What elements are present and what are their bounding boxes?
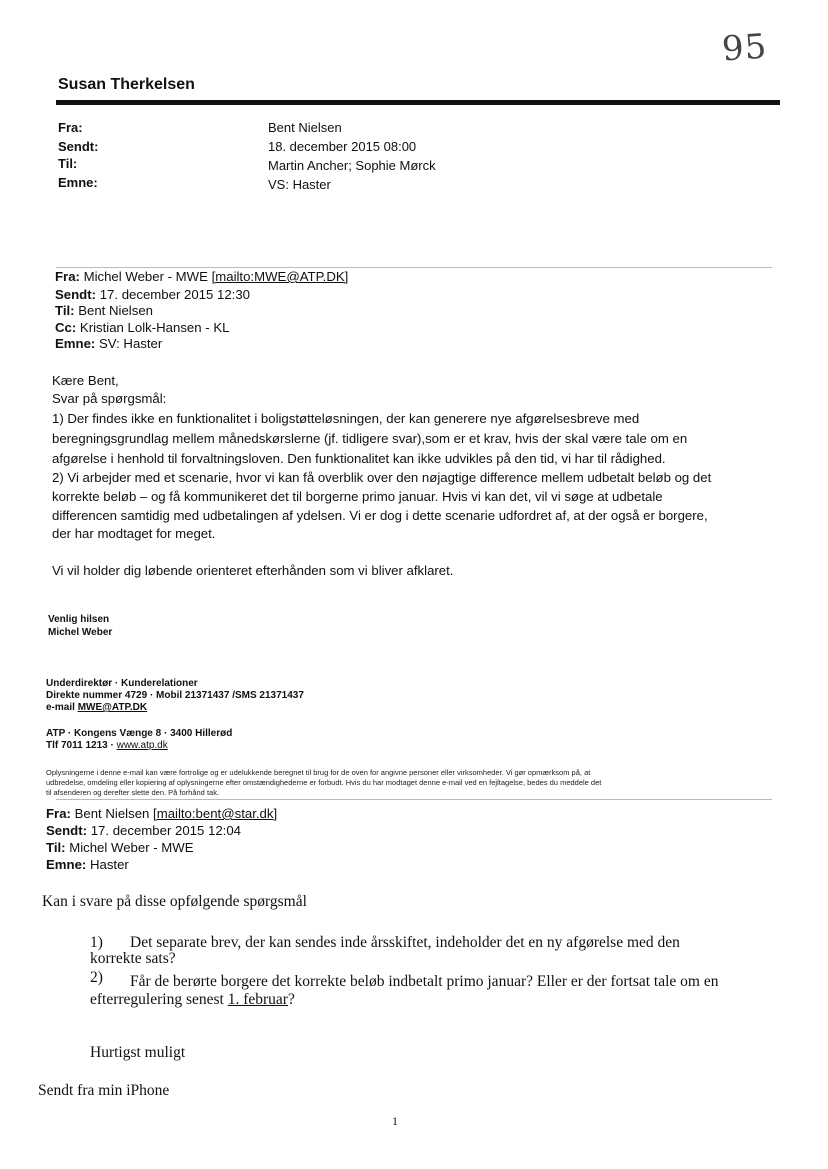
signature-phone: Direkte nummer 4729 · Mobil 21371437 /SMS 21371437 [46,690,304,701]
quoted2-from-label: Fra: [46,806,71,821]
date-link[interactable]: 1. februar [227,991,288,1008]
quote-divider [56,799,772,800]
quoted1-subject-value: SV: Haster [98,336,163,351]
quoted1-to-value: Bent Nielsen [78,303,153,318]
disclaimer-line: udbredelse, omdeling eller kopiering af oplysningerne efter omstændighederne er forbudt. Hvis du har modtaget denne e-mail ved en fejltagelse, bedes du meddele det [46,778,602,787]
to-label: Til: [58,156,78,171]
body-line: korrekte beløb – og få kommunikeret det til borgerne primo januar. Hvis vi kan det, vil vi søge at udbetale [52,489,663,504]
quoted2-sent-label: Sendt: [46,823,88,838]
sent-from-line: Sendt fra min iPhone [38,1082,170,1099]
quoted2-subject [46,857,129,872]
quoted2-from [46,806,277,821]
question-2-line [90,991,295,1009]
subject-value: VS: Haster [268,177,331,192]
sent-label: Sendt: [58,139,99,154]
question-2-number: 2) [90,969,103,986]
from-value: Bent Nielsen [268,120,342,135]
signature-address: ATP · Kongens Vænge 8 · 3400 Hillerød [46,728,233,739]
quoted1-to [55,303,153,318]
signature-name: Michel Weber [48,627,113,638]
signature-email-prefix: e-mail [46,702,78,713]
body-line: der har modtaget for meget. [52,526,216,541]
body-line: 2) Vi arbejder med et scenarie, hvor vi kan få overblik over den nøjagtige difference mellem udbetalt beløb og det [52,470,712,485]
quoted1-cc-value: Kristian Lolk-Hansen - KL [79,320,230,335]
urgency-line: Hurtigst muligt [90,1044,186,1061]
quoted1-cc [55,320,229,335]
quoted2-sent-value: 17. december 2015 12:04 [90,823,242,838]
signature-tel-line [46,740,168,751]
quote-divider [56,267,772,268]
quoted2-to [46,840,194,855]
quoted2-from-value: Bent Nielsen [74,806,150,821]
question-1-line: korrekte sats? [90,950,176,967]
body-line: Kære Bent, [52,373,119,388]
quoted1-subject [55,336,162,351]
quoted2-to-value: Michel Weber - MWE [69,840,194,855]
signature-greeting: Venlig hilsen [48,614,110,625]
quoted1-cc-label: Cc: [55,320,77,335]
quoted1-mailto-link[interactable]: [mailto:MWE@ATP.DK] [211,269,349,284]
subject-label: Emne: [58,175,98,190]
quoted2-subject-value: Haster [89,857,129,872]
body-line: beregningsgrundlag mellem månedskørslerne (jf. tidligere svar),som er et krav, hvis der skal være tale om en [52,431,688,446]
to-value: Martin Ancher; Sophie Mørck [268,158,436,173]
signature-email-line [46,702,147,713]
quoted1-to-label: Til: [55,303,75,318]
question-1-number: 1) [90,934,103,951]
mailbox-owner-name: Susan Therkelsen [58,76,195,93]
disclaimer-line: Oplysningerne i denne e-mail kan være fortrolige og er udelukkende beregnet til brug for de oven for angivne personer eller virksomheder. Vi gør opmærksom på, at [46,768,591,777]
quoted1-sent-value: 17. december 2015 12:30 [99,287,251,302]
original-intro: Kan i svare på disse opfølgende spørgsmål [42,893,307,910]
body-line: afgørelse i henhold til forvaltningsloven. Den funktionalitet kan ikke udvikles på den tid, vi har til rådighed. [52,451,666,466]
quoted1-subject-label: Emne: [55,336,96,351]
quoted2-to-label: Til: [46,840,66,855]
quoted2-mailto-link[interactable]: [mailto:bent@star.dk] [153,806,278,821]
question-2-line: Får de berørte borgere det korrekte beløb indbetalt primo januar? Eller er der fortsat tale om en [130,973,719,990]
quoted1-sent-label: Sendt: [55,287,97,302]
signature-tel-prefix: Tlf 7011 1213 · [46,740,117,751]
quoted2-subject-label: Emne: [46,857,87,872]
signature-title: Underdirektør · Kunderelationer [46,678,198,689]
quoted2-sent [46,823,241,838]
signature-email-link[interactable]: MWE@ATP.DK [77,702,148,713]
question-2-prefix: efterregulering senest [90,991,228,1008]
website-link[interactable]: www.atp.dk [116,740,168,751]
body-line: differencen samtidig med udbetalingen af ydelsen. Vi er dog i dette scenarie udfordret af, at der også er borgere, [52,508,708,523]
closing-line: Vi vil holder dig løbende orienteret efterhånden som vi bliver afklaret. [52,563,454,578]
quoted1-from-label: Fra: [55,269,80,284]
question-2-suffix: ? [287,991,295,1008]
handwritten-page-mark: 95 [720,26,769,70]
disclaimer-line: til afsenderen og derefter slette den. På forhånd tak. [46,788,220,797]
body-line: 1) Der findes ikke en funktionalitet i boligstøtteløsningen, der kan generere nye afgørelsesbreve med [52,411,640,426]
quoted1-from-value: Michel Weber - MWE [83,269,208,284]
quoted1-from [55,269,348,284]
sent-value: 18. december 2015 08:00 [268,139,417,154]
from-label: Fra: [58,120,83,135]
body-line: Svar på spørgsmål: [52,391,167,406]
question-1-line: Det separate brev, der kan sendes inde årsskiftet, indeholder det en ny afgørelse med den [130,934,680,951]
page-number: 1 [392,1114,398,1128]
quoted1-sent [55,287,250,302]
header-divider [56,100,780,105]
